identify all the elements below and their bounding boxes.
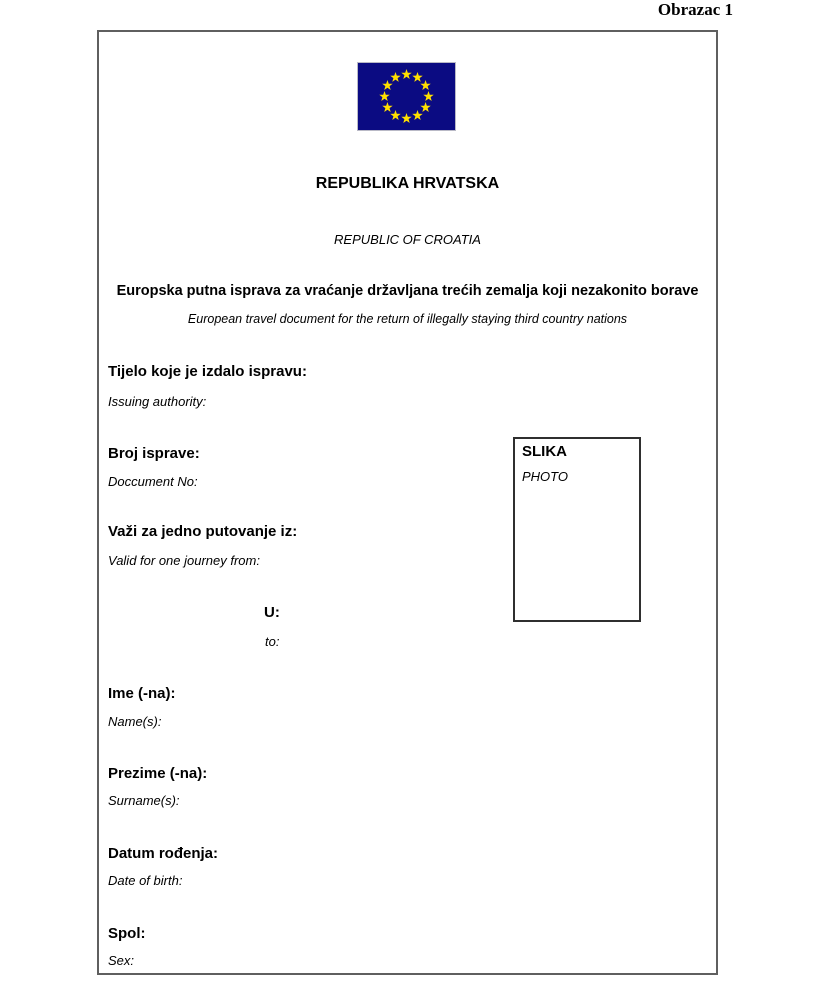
- field-document-no-en: Doccument No:: [108, 474, 198, 489]
- field-name-hr: Ime (-na):: [108, 685, 176, 702]
- field-to-hr: U:: [264, 604, 280, 621]
- form-number-label: Obrazac 1: [657, 0, 733, 19]
- field-date-of-birth-en: Date of birth:: [108, 873, 183, 888]
- field-sex-hr: Spol:: [108, 925, 146, 942]
- field-to-en: to:: [265, 634, 280, 649]
- country-name-hr: REPUBLIKA HRVATSKA: [315, 175, 500, 192]
- photo-label-hr: SLIKA: [522, 443, 567, 460]
- field-sex-en: Sex:: [108, 953, 135, 968]
- document-border-box: [97, 30, 718, 975]
- document-title-hr: Europska putna isprava za vraćanje državljana trećih zemalja koji nezakonito borave: [116, 283, 699, 299]
- field-surname-en: Surname(s):: [108, 793, 180, 808]
- field-date-of-birth-hr: Datum rođenja:: [108, 845, 219, 862]
- field-valid-from-en: Valid for one journey from:: [108, 553, 260, 568]
- photo-label-en: PHOTO: [522, 469, 568, 484]
- country-name-en: REPUBLIC OF CROATIA: [334, 232, 481, 247]
- field-issuing-authority-en: Issuing authority:: [108, 394, 207, 409]
- eu-flag-icon: [358, 63, 455, 130]
- photo-box: [513, 437, 641, 622]
- field-valid-from-hr: Važi za jedno putovanje iz:: [108, 523, 298, 540]
- document-title-en: European travel document for the return of illegally staying third country nations: [187, 312, 628, 326]
- field-document-no-hr: Broj isprave:: [108, 445, 200, 462]
- field-name-en: Name(s):: [108, 714, 162, 729]
- field-surname-hr: Prezime (-na):: [108, 765, 208, 782]
- field-issuing-authority-hr: Tijelo koje je izdalo ispravu:: [108, 363, 307, 380]
